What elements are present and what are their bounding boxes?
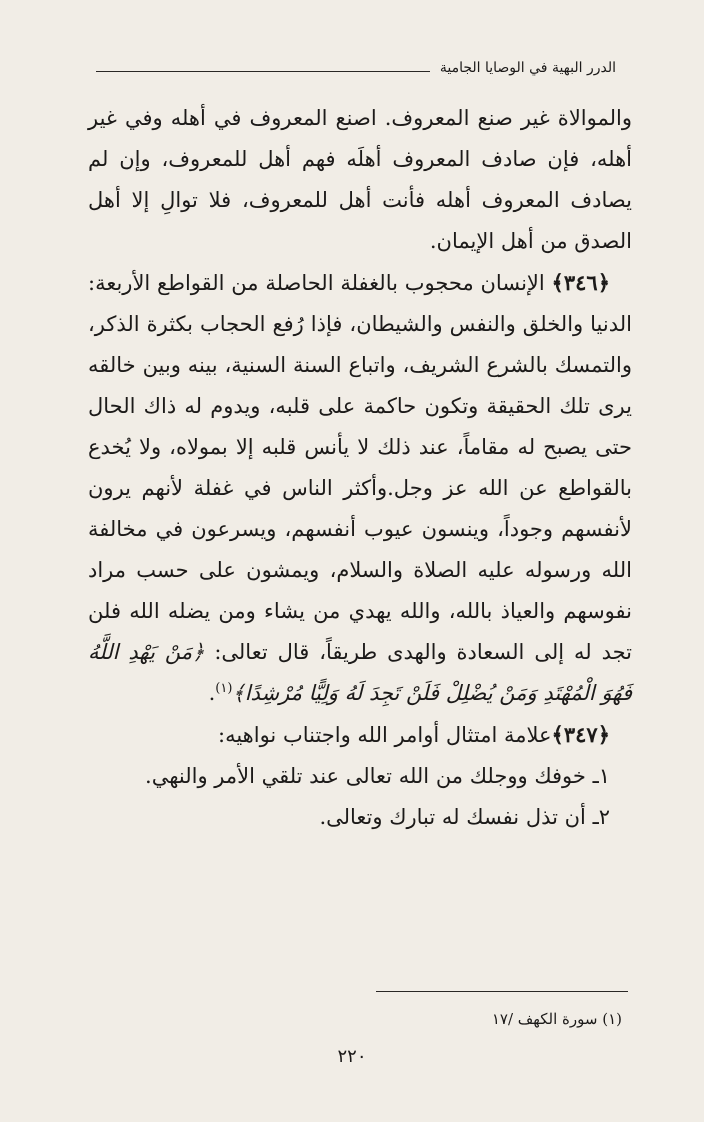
page-body [88,98,632,838]
list-item-label: ٢ـ [592,805,610,829]
header-rule [96,71,430,72]
list-item-label: ١ـ [592,764,610,788]
footnote-reference: (١) [215,681,233,696]
page-number: ٢٢٠ [337,1046,367,1067]
footnote-separator [376,991,628,992]
list-item-text: خوفك ووجلك من الله تعالى عند تلقي الأمر والنهي. [145,764,593,788]
item-number-346: ﴿٣٤٦﴾ [551,270,610,295]
paragraph-347 [88,714,632,756]
footnote-text: سورة الكهف /١٧ [491,1010,598,1028]
quran-verse: ﴿مَنْ يَهْدِ اللَّهُ فَهُوَ الْمُهْتَدِ وَمَنْ يُضْلِلْ فَلَنْ تَجِدَ لَهُ وَلِيًّا مُرْشِدًا﴾ [88,640,632,705]
paragraph-347-text: علامة امتثال أوامر الله واجتناب نواهيه: [218,723,552,747]
footnote-mark: (١) [602,1010,622,1028]
list-item-text: أن تذل نفسك له تبارك وتعالى. [319,805,593,829]
list-item [88,756,632,797]
paragraph-1: والموالاة غير صنع المعروف. اصنع المعروف في أهله وفي غير أهله، فإن صادف المعروف أهلَه فهم أهل للمعروف، وإن لم يصادف المعروف أهله فأنت أهل للمعروف، فلا توالِ إلا أهل الصدق من أهل الإيمان. [88,106,632,253]
header-title: الدرر البهية في الوصايا الجامية [439,60,616,76]
list-item [88,797,632,838]
footnote [492,1010,622,1028]
running-header [96,60,616,76]
item-number-347: ﴿٣٤٧﴾ [551,722,610,747]
paragraph-346-text: الإنسان محجوب بالغفلة الحاصلة من القواطع الأربعة: الدنيا والخلق والنفس والشيطان، فإذا رُفع الحجاب بكثرة الذكر، والتمسك بالشرع الشريف، واتباع السنة السنية، بينه وبين خالقه يرى تلك الحقيقة وتكون حاكمة على قلبه، ويدوم له ذاك الحال حتى يصبح له مقاماً، عند ذلك لا يأنس قلبه إلا بمولاه، ولا يُخدع بالقواطع عن الله عز وجل.وأكثر الناس في غفلة لأنهم يرون لأنفسهم وجوداً، وينسون عيوب أنفسهم، ويسرعون في مخالفة الله ورسوله عليه الصلاة والسلام، ويمشون على حسب مراد نفوسهم والعياذ بالله، والله يهدي من يشاء ومن يضله الله فلن تجد له إلى السعادة والهدى طريقاً، قال تعالى: [88,271,632,664]
paragraph-346: ﴿٣٤٦﴾ الإنسان محجوب بالغفلة الحاصلة من القواطع الأربعة: الدنيا والخلق والنفس والشيطان، فإذا رُفع الحجاب بكثرة الذكر، والتمسك بالشرع الشريف، واتباع السنة السنية، بينه وبين خالقه يرى تلك الحقيقة وتكون حاكمة على قلبه، ويدوم له ذاك الحال حتى يصبح له مقاماً، عند ذلك لا يأنس قلبه إلا بمولاه، ولا يُخدع بالقواطع عن الله عز وجل.وأكثر الناس في غفلة لأنهم يرون لأنفسهم وجوداً، وينسون عيوب أنفسهم، ويسرعون في مخالفة الله ورسوله عليه الصلاة والسلام، ويمشون على حسب مراد نفوسهم والعياذ بالله، والله يهدي من يشاء ومن يضله الله فلن تجد له إلى السعادة والهدى طريقاً، قال تعالى: ﴿مَنْ يَهْدِ اللَّهُ فَهُوَ الْمُهْتَدِ وَمَنْ يُضْلِلْ فَلَنْ تَجِدَ لَهُ وَلِيًّا مُرْشِدًا﴾$^{(١)}$. [88,270,632,705]
